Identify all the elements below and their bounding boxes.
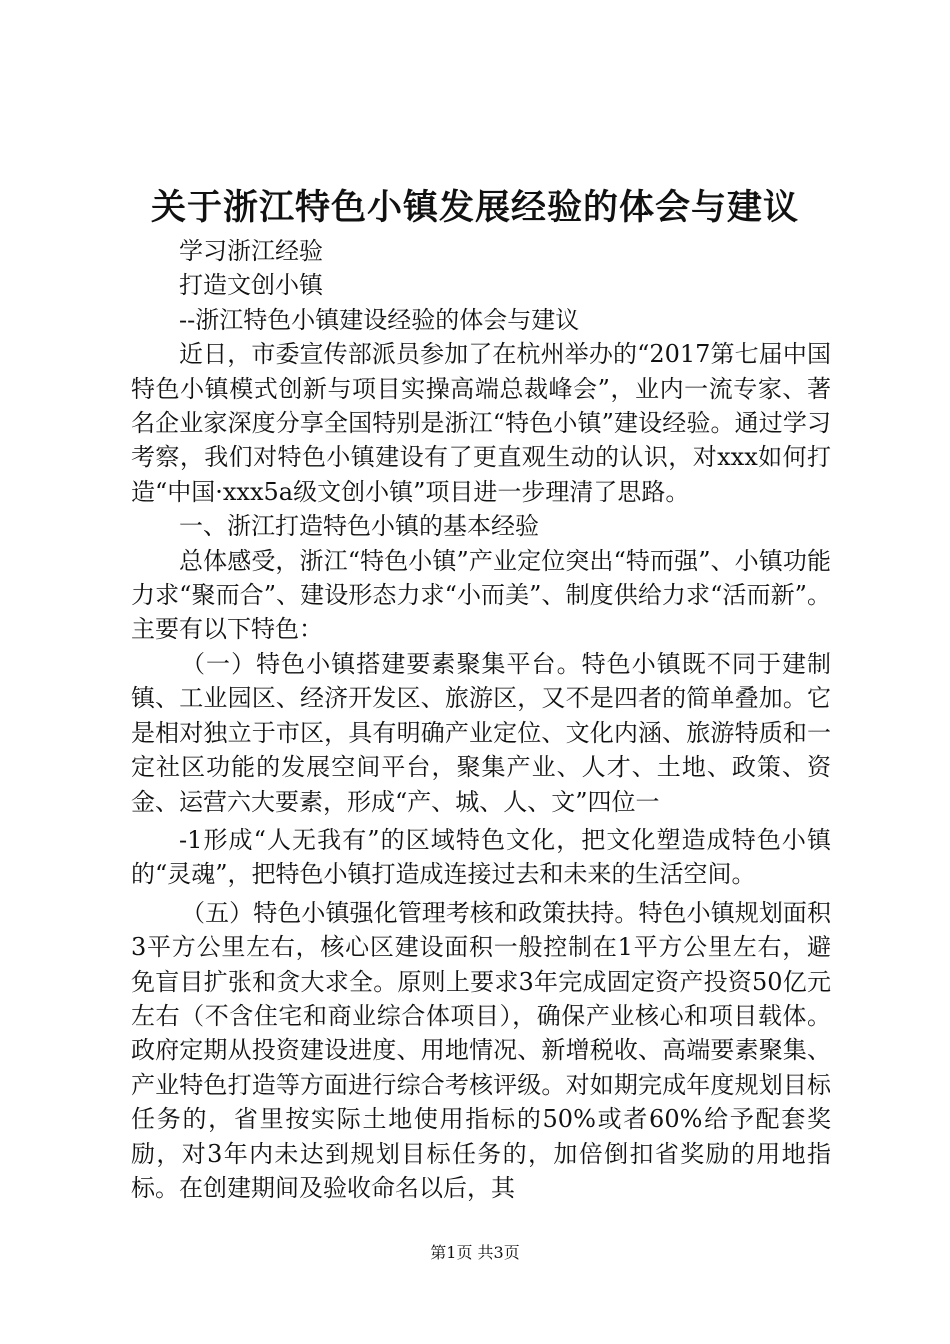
page-number-footer: 第1页 共3页 xyxy=(430,1243,520,1262)
subtitle-line-1: 学习浙江经验 xyxy=(179,237,323,265)
paragraph-culture: -1形成“人无我有”的区域特色文化，把文化塑造成特色小镇的“灵魂”，把特色小镇打造成连接过去和未来的生活空间。 xyxy=(131,825,831,889)
paragraph-intro: 近日，市委宣传部派员参加了在杭州举办的“2017第七届中国特色小镇模式创新与项目实操高端总裁峰会”，业内一流专家、著名企业家深度分享全国特别是浙江“特色小镇”建设经验。通过学习考察，我们对特色小镇建设有了更直观生动的认识，对xxx如何打造“中国·xxx5a级文创小镇”项目进一步理清了思路。 xyxy=(131,340,831,506)
document-title: 关于浙江特色小镇发展经验的体会与建议 xyxy=(150,188,799,228)
section-heading-1: 一、浙江打造特色小镇的基本经验 xyxy=(179,512,539,541)
paragraph-feature-1: （一）特色小镇搭建要素聚集平台。特色小镇既不同于建制镇、工业园区、经济开发区、旅游区，又不是四者的简单叠加。它是相对独立于市区，具有明确产业定位、文化内涵、旅游特质和一定社区功能的发展空间平台，聚集产业、人才、土地、政策、资金、运营六大要素，形成“产、城、人、文”四位一 xyxy=(131,649,831,816)
paragraph-feature-5: （五）特色小镇强化管理考核和政策扶持。特色小镇规划面积3平方公里左右，核心区建设面积一般控制在1平方公里左右，避免盲目扩张和贪大求全。原则上要求3年完成固定资产投资50亿元左右（不含住宅和商业综合体项目），确保产业核心和项目载体。政府定期从投资建设进度、用地情况、新增税收、高端要素聚集、产业特色打造等方面进行综合考核评级。对如期完成年度规划目标任务的，省里按实际土地使用指标的50%或者60%给予配套奖励，对3年内未达到规划目标任务的，加倍倒扣省奖励的用地指标。在创建期间及验收命名以后，其 xyxy=(131,898,831,1202)
subtitle-line-2: 打造文创小镇 xyxy=(179,271,323,300)
document-body xyxy=(131,234,831,1205)
subtitle-line-3: --浙江特色小镇建设经验的体会与建议 xyxy=(179,305,580,334)
paragraph-overview: 总体感受，浙江“特色小镇”产业定位突出“特而强”、小镇功能力求“聚而合”、建设形态力求“小而美”、制度供给力求“活而新”。主要有以下特色： xyxy=(131,546,831,644)
